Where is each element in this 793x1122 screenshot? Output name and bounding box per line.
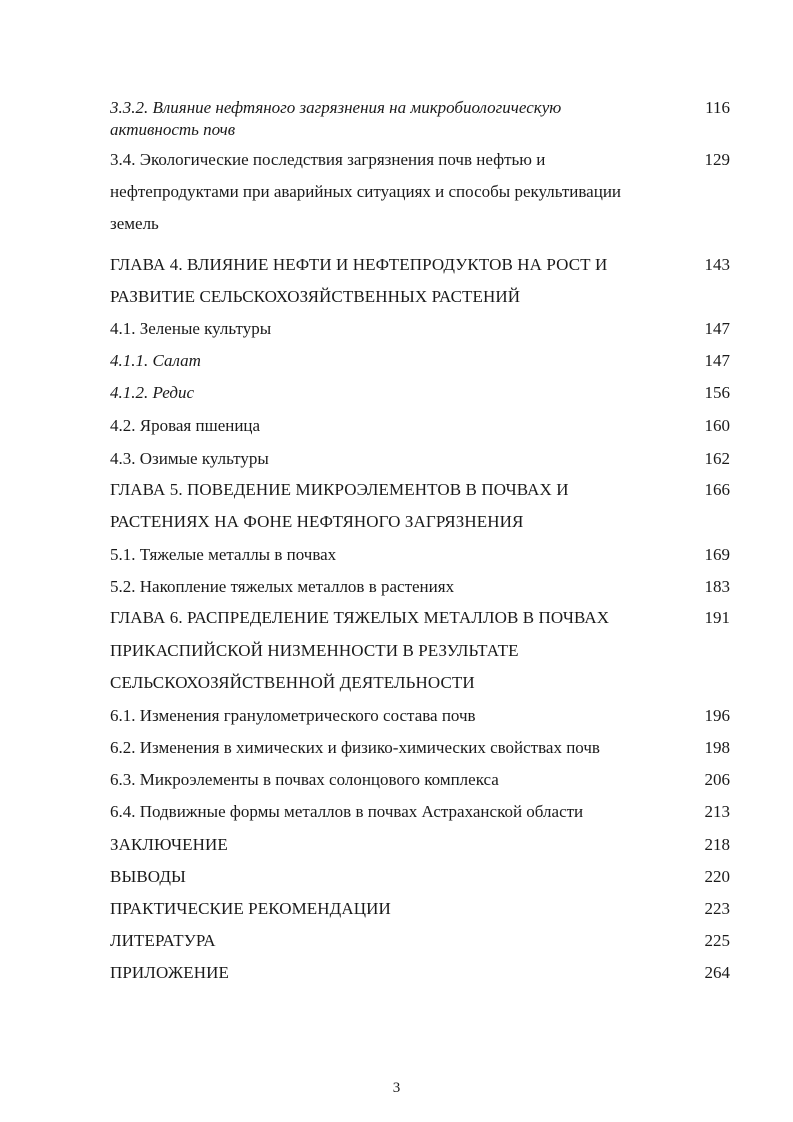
toc-recommendations: ПРАКТИЧЕСКИЕ РЕКОМЕНДАЦИИ (110, 899, 391, 918)
toc-entry-4-3: 4.3. Озимые культуры (110, 449, 269, 468)
toc-entry-4-2: 4.2. Яровая пшеница (110, 416, 261, 435)
toc-entry-4-1-2: 4.1.2. Редис (110, 383, 195, 402)
toc-page-213: 213 (704, 802, 730, 821)
toc-page-206: 206 (704, 770, 730, 789)
toc-entry-3-3-2-line-1: 3.3.2. Влияние нефтяного загрязнения на микробиологическую (110, 98, 562, 117)
toc-page-166: 166 (704, 480, 730, 499)
toc-page-147-b: 147 (704, 351, 730, 370)
toc-page-198: 198 (704, 738, 730, 757)
toc-page-220: 220 (704, 867, 730, 886)
toc-page-147-a: 147 (704, 319, 730, 338)
page-number: 3 (392, 1080, 401, 1096)
toc-entry-6-1: 6.1. Изменения гранулометрического состава почв (110, 706, 476, 725)
toc-literature: ЛИТЕРАТУРА (110, 931, 216, 950)
toc-page-162: 162 (704, 449, 730, 468)
toc-chapter-5-line-1: ГЛАВА 5. ПОВЕДЕНИЕ МИКРОЭЛЕМЕНТОВ В ПОЧВАХ И (110, 480, 569, 499)
toc-entry-3-4-line-1: 3.4. Экологические последствия загрязнения почв нефтью и (110, 150, 546, 169)
toc-page-218: 218 (704, 835, 730, 854)
toc-entry-3-3-2-line-2: активность почв (110, 120, 236, 139)
toc-entry-6-4: 6.4. Подвижные формы металлов в почвах Астраханской области (110, 802, 584, 821)
toc-chapter-6-line-1: ГЛАВА 6. РАСПРЕДЕЛЕНИЕ ТЯЖЕЛЫХ МЕТАЛЛОВ В ПОЧВАХ (110, 608, 610, 627)
toc-chapter-4-line-2: РАЗВИТИЕ СЕЛЬСКОХОЗЯЙСТВЕННЫХ РАСТЕНИЙ (110, 287, 521, 306)
toc-page-129: 129 (704, 150, 730, 169)
toc-page-156: 156 (704, 383, 730, 402)
toc-entry-6-3: 6.3. Микроэлементы в почвах солонцового комплекса (110, 770, 499, 789)
toc-page-169: 169 (704, 545, 730, 564)
toc-conclusion: ЗАКЛЮЧЕНИЕ (110, 835, 228, 854)
toc-page-183: 183 (704, 577, 730, 596)
toc-page-225: 225 (704, 931, 730, 950)
toc-page-196: 196 (704, 706, 730, 725)
toc-chapter-4-line-1: ГЛАВА 4. ВЛИЯНИЕ НЕФТИ И НЕФТЕПРОДУКТОВ НА РОСТ И (110, 255, 608, 274)
toc-entry-4-1: 4.1. Зеленые культуры (110, 319, 272, 338)
toc-page-223: 223 (704, 899, 730, 918)
toc-entry-3-4-line-2: нефтепродуктами при аварийных ситуациях и способы рекультивации (110, 182, 622, 201)
toc-chapter-6-line-2: ПРИКАСПИЙСКОЙ НИЗМЕННОСТИ В РЕЗУЛЬТАТЕ (110, 641, 519, 660)
toc-findings: ВЫВОДЫ (110, 867, 186, 886)
toc-page-116: 116 (705, 98, 730, 117)
toc-page-264: 264 (704, 963, 730, 982)
toc-chapter-6-line-3: СЕЛЬСКОХОЗЯЙСТВЕННОЙ ДЕЯТЕЛЬНОСТИ (110, 673, 475, 692)
toc-entry-4-1-1: 4.1.1. Салат (110, 351, 201, 370)
toc-chapter-5-line-2: РАСТЕНИЯХ НА ФОНЕ НЕФТЯНОГО ЗАГРЯЗНЕНИЯ (110, 512, 524, 531)
toc-entry-3-4-line-3: земель (110, 214, 159, 233)
toc-entry-6-2: 6.2. Изменения в химических и физико-химических свойствах почв (110, 738, 600, 757)
toc-appendix: ПРИЛОЖЕНИЕ (110, 963, 229, 982)
toc-entry-5-2: 5.2. Накопление тяжелых металлов в растениях (110, 577, 455, 596)
toc-page-143: 143 (704, 255, 730, 274)
toc-page-191: 191 (704, 608, 730, 627)
toc-page-160: 160 (704, 416, 730, 435)
toc-entry-5-1: 5.1. Тяжелые металлы в почвах (110, 545, 337, 564)
